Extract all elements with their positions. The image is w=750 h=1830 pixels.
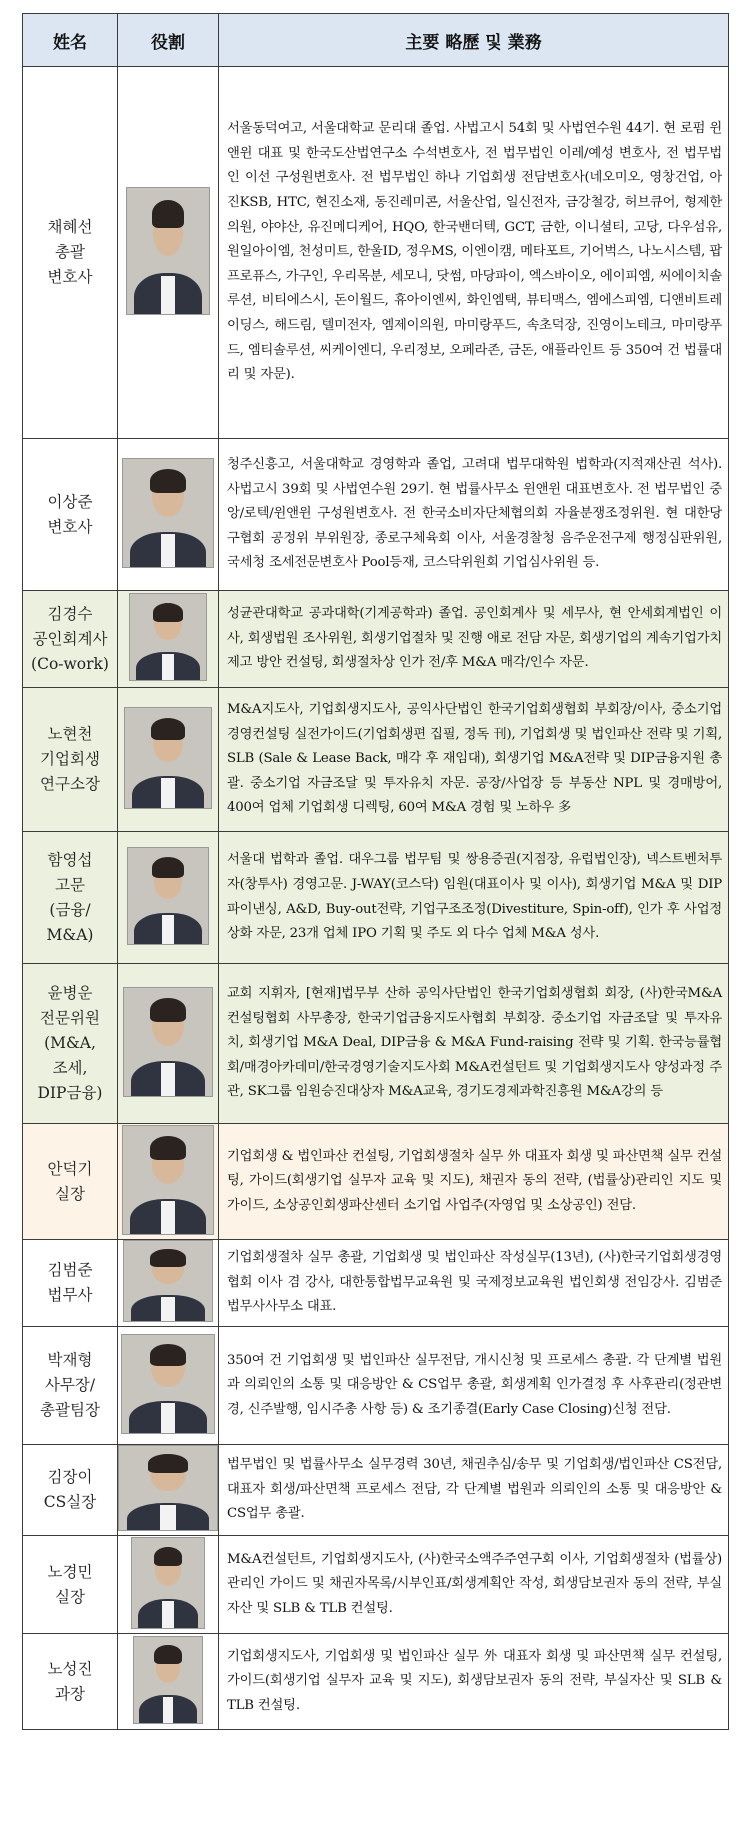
table-row xyxy=(23,591,729,688)
person-photo-icon xyxy=(118,1445,218,1531)
member-name-role: 김장이 CS실장 xyxy=(23,1445,118,1536)
table-header-row xyxy=(23,14,729,67)
member-photo-cell xyxy=(118,1327,219,1445)
table-row xyxy=(23,1240,729,1327)
member-photo-cell xyxy=(118,1240,219,1327)
member-photo-cell xyxy=(118,1536,219,1634)
table-row xyxy=(23,1536,729,1634)
person-photo-icon xyxy=(133,1636,203,1724)
person-photo-icon xyxy=(123,1240,213,1322)
header-role: 役割 xyxy=(118,14,219,67)
table-row xyxy=(23,439,729,591)
member-name-role: 김경수 공인회계사 (Co-work) xyxy=(23,591,118,688)
table-row xyxy=(23,832,729,964)
person-photo-icon xyxy=(131,1537,205,1629)
member-name-role: 노현천 기업회생 연구소장 xyxy=(23,688,118,832)
person-photo-icon xyxy=(127,847,209,945)
member-name-role: 노경민 실장 xyxy=(23,1536,118,1634)
table-row xyxy=(23,1634,729,1730)
member-photo-cell xyxy=(118,591,219,688)
member-career-description: 350여 건 기업회생 및 법인파산 실무전담, 개시신청 및 프로세스 총괄. 각 단계별 법원과 의뢰인의 소통 및 대응방안 & CS업무 총괄, 회생계획 인가결정 후 사후관리(정관변경, 신주발행, 임시주총 사항 등) & 조기종결(Early Case Closing)신청 전담. xyxy=(219,1327,729,1445)
table-row xyxy=(23,67,729,439)
person-photo-icon xyxy=(126,187,210,315)
person-photo-icon xyxy=(122,1125,214,1235)
table-row xyxy=(23,1327,729,1445)
member-career-description: M&A지도사, 기업회생지도사, 공익사단법인 한국기업회생협회 부회장/이사, 중소기업 경영컨설팅 실전가이드(기업회생편 집필, 정독 刊), 기업회생 및 법인파산 전략 및 기획, SLB (Sale & Lease Back, 매각 후 재임대), 회생기업 M&A전략 및 DIP금융지원 총괄. 중소기업 자금조달 및 투자유치 자문. 공장/사업장 등 부동산 NPL 및 경매방어, 400여 업체 기업회생 디렉팅, 60여 M&A 경험 및 노하우 多 xyxy=(219,688,729,832)
member-photo-cell xyxy=(118,832,219,964)
member-career-description: 청주신흥고, 서울대학교 경영학과 졸업, 고려대 법무대학원 법학과(지적재산권 석사). 사법고시 39회 및 사법연수원 29기. 현 법률사무소 윈앤윈 대표변호사. 전 법무법인 중앙/로텍/윈앤윈 구성원변호사. 전 한국소비자단체협의회 자율분쟁조정위원. 현 대한당구협회 공정위 부위원장, 종로구체육회 이사, 서울경찰청 음주운전구제 행정심판위원, 국세청 조세전문변호사 Pool등재, 코스닥위원회 기업심사위원 등. xyxy=(219,439,729,591)
member-photo-cell xyxy=(118,67,219,439)
person-photo-icon xyxy=(121,1334,215,1434)
table-row xyxy=(23,1445,729,1536)
person-photo-icon xyxy=(123,987,213,1097)
member-name-role: 윤병운 전문위원 (M&A, 조세, DIP금융) xyxy=(23,964,118,1124)
member-career-description: 기업회생절차 실무 총괄, 기업회생 및 법인파산 작성실무(13년), (사)한국기업회생경영협회 이사 겸 강사, 대한통합법무교육원 및 국제정보교육원 법인회생 전임강사. 김범준 법무사사무소 대표. xyxy=(219,1240,729,1327)
member-career-description: M&A컨설턴트, 기업회생지도사, (사)한국소액주주연구회 이사, 기업회생절차 (법률상)관리인 가이드 및 채권자목록/시부인표/회생계획안 작성, 회생담보권자 동의 전략, 부실자산 및 SLB & TLB 컨설팅. xyxy=(219,1536,729,1634)
profile-table-container xyxy=(22,13,728,1730)
member-career-description: 서울동덕여고, 서울대학교 문리대 졸업. 사법고시 54회 및 사법연수원 44기. 현 로펌 윈앤윈 대표 및 한국도산법연구소 수석변호사, 전 법무법인 이레/예성 변호사, 전 법무법인 이선 구성원변호사. 전 법무법인 하나 기업회생 전담변호사(네오미오, 영창건업, 아진KSB, HTC, 현진소재, 동진레미콘, 서울산업, 일신전자, 금강철강, 허브큐어, 형제한의원, 야야산, 유진메디케어, HQO, 한국밴더텍, GCT, 금한, 이니셜티, 고당, 다우섬유, 원일아이엠, 천성미트, 한울ID, 정우MS, 이엔이캠, 메타포트, 기어벅스, 나노시스템, 팝프로퓨스, 가구인, 우리목분, 세모니, 닷썸, 마당파이, 엑스바이오, 에이피엠, 씨에이치솔루션, 비티에스시, 돈이월드, 휴아이엔씨, 화인엠택, 뷰티맥스, 엠에스피엠, 디앤비트레이딩스, 해드림, 텔미전자, 엠제이의원, 마미랑푸드, 속초덕장, 진영이노테크, 마미랑푸드, 엠티솔루션, 씨케이엔디, 우리정보, 오페라존, 금돈, 애플라인트 등 350여 건 법률대리 및 자문). xyxy=(219,67,729,439)
header-career: 主要 略歷 및 業務 xyxy=(219,14,729,67)
member-name-role: 이상준 변호사 xyxy=(23,439,118,591)
member-name-role: 노성진 과장 xyxy=(23,1634,118,1730)
table-row xyxy=(23,1124,729,1240)
member-photo-cell xyxy=(118,1124,219,1240)
member-career-description: 성균관대학교 공과대학(기계공학과) 졸업. 공인회계사 및 세무사, 현 안세회계법인 이사, 회생법원 조사위원, 회생기업절차 및 진행 애로 전담 자문, 회생기업의 계속기업가치 제고 방안 컨설팅, 회생절차상 인가 전/후 M&A 매각/인수 자문. xyxy=(219,591,729,688)
member-name-role: 함영섭 고문 (금융/ M&A) xyxy=(23,832,118,964)
table-row xyxy=(23,688,729,832)
person-photo-icon xyxy=(124,707,212,809)
member-photo-cell xyxy=(118,1634,219,1730)
table-row xyxy=(23,964,729,1124)
profile-table xyxy=(22,13,729,1730)
person-photo-icon xyxy=(122,458,214,568)
member-name-role: 김범준 법무사 xyxy=(23,1240,118,1327)
member-career-description: 법무법인 및 법률사무소 실무경력 30년, 채권추심/송무 및 기업회생/법인파산 CS전담, 대표자 회생/파산면책 프로세스 전담, 각 단계별 법원과 의뢰인의 소통 및 대응방안 & CS업무 총괄. xyxy=(219,1445,729,1536)
member-photo-cell xyxy=(118,1445,219,1536)
member-career-description: 교회 지휘자, [현재]법무부 산하 공익사단법인 한국기업회생협회 회장, (사)한국M&A컨설팅협회 사무총장, 한국기업금융지도사협회 부회장. 중소기업 자금조달 및 투자유치, 회생기업 M&A Deal, DIP금융 & M&A Fund-raising 전략 및 기획. 한국능률협회/매경아카데미/한국경영기술지도사회 M&A컨설턴트 및 기업회생지도사 양성과정 주관, SK그룹 임원승진대상자 M&A교육, 경기도경제과학진흥원 M&A강의 등 xyxy=(219,964,729,1124)
member-name-role: 채혜선 총괄 변호사 xyxy=(23,67,118,439)
member-career-description: 서울대 법학과 졸업. 대우그룹 법무팀 및 쌍용증권(지점장, 유럽법인장), 넥스트벤처투자(창투사) 경영고문. J-WAY(코스닥) 임원(대표이사 및 이사), 회생기업 M&A 및 DIP파이낸싱, A&D, Buy-out전략, 기업구조조정(Divestiture, Spin-off), 인가 후 사업정상화 자문, 23개 업체 IPO 기획 및 주도 외 다수 업체 M&A 성사. xyxy=(219,832,729,964)
member-career-description: 기업회생 & 법인파산 컨설팅, 기업회생절차 실무 外 대표자 회생 및 파산면책 실무 컨설팅, 가이드(회생기업 실무자 교육 및 지도), 채권자 동의 전략, (법률상)관리인 지도 및 가이드, 소상공인회생파산센터 소기업 사업주(자영업 및 소상공인) 전담. xyxy=(219,1124,729,1240)
header-name: 姓名 xyxy=(23,14,118,67)
member-name-role: 안덕기 실장 xyxy=(23,1124,118,1240)
member-photo-cell xyxy=(118,964,219,1124)
member-career-description: 기업회생지도사, 기업회생 및 법인파산 실무 外 대표자 회생 및 파산면책 실무 컨설팅, 가이드(회생기업 실무자 교육 및 지도), 회생담보권자 동의 전략, 부실자산 및 SLB & TLB 컨설팅. xyxy=(219,1634,729,1730)
person-photo-icon xyxy=(129,593,207,681)
member-photo-cell xyxy=(118,439,219,591)
member-name-role: 박재형 사무장/ 총괄팀장 xyxy=(23,1327,118,1445)
member-photo-cell xyxy=(118,688,219,832)
